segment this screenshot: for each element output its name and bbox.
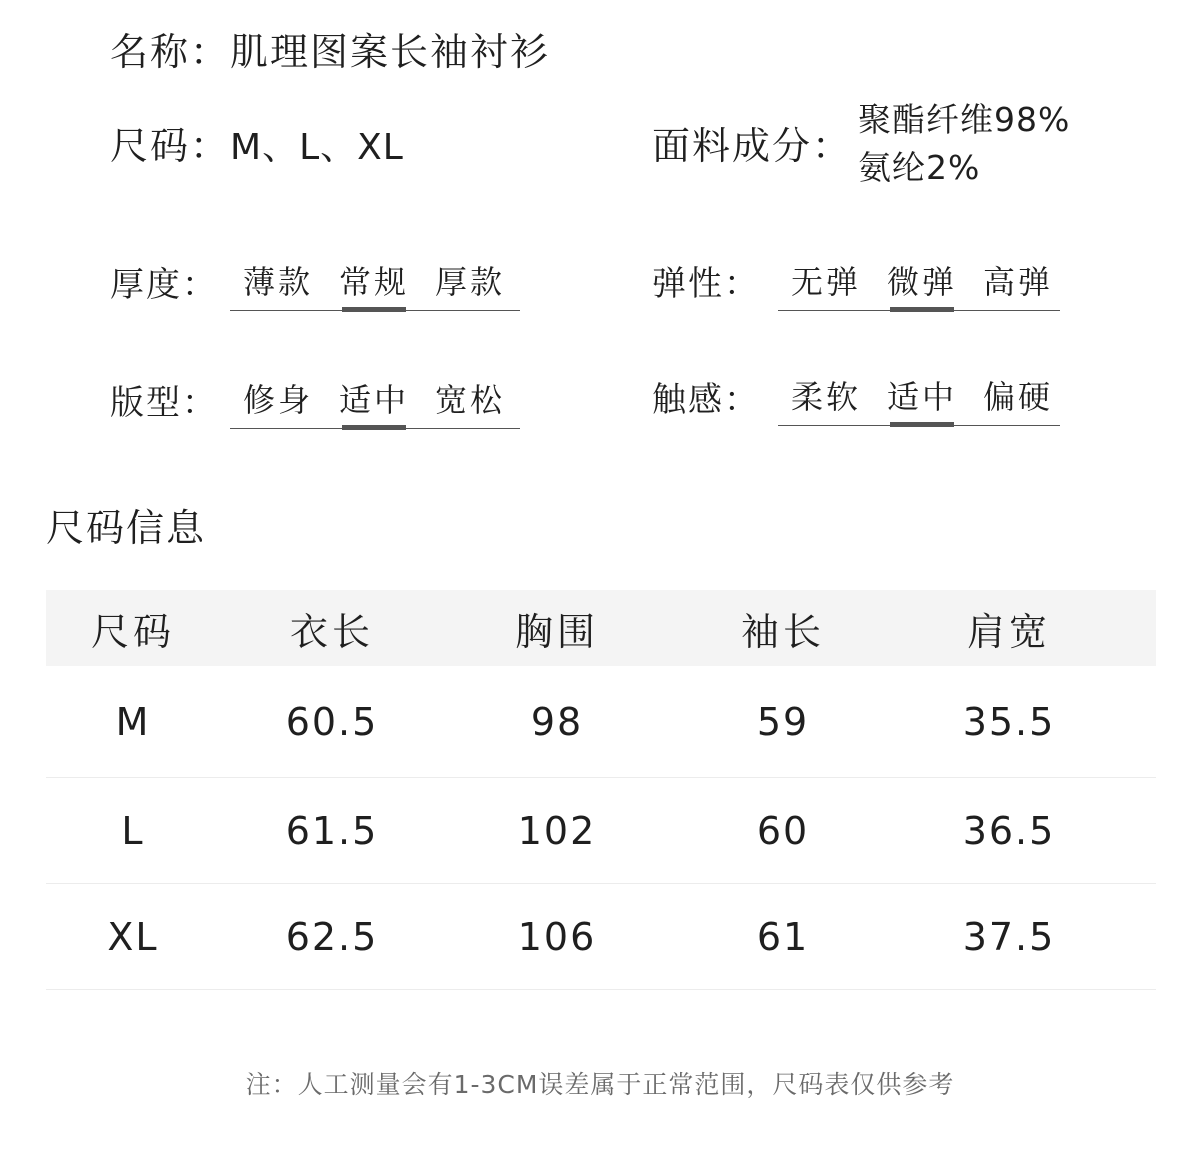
product-name-label: 名称： [110,30,231,74]
table-cell: L [121,808,145,853]
header-cell: 肩宽 [966,609,1051,654]
thickness-option: 薄款 [242,263,313,301]
table-cell: 36.5 [962,808,1056,853]
table-cell: 60.5 [285,699,379,744]
table-cell: 35.5 [962,699,1056,744]
table-cell: 102 [517,808,597,853]
table-cell: 62.5 [285,914,379,959]
elasticity-selected-marker [890,307,954,312]
fit-option: 适中 [338,381,409,419]
fabric-value: 氨纶2% [858,148,981,187]
thickness-option: 常规 [338,263,409,301]
feel-option: 偏硬 [982,378,1053,416]
table-cell: 98 [530,699,584,744]
elasticity-label: 弹性： [652,264,760,304]
product-size-label: 尺码： [110,124,231,168]
table-cell: XL [107,914,159,959]
table-row [46,884,1156,990]
thickness-selected-marker [342,307,406,312]
size-table-header [46,590,1156,666]
feel-label: 触感： [652,380,760,420]
size-table [46,590,1156,990]
size-info-title: 尺码信息 [46,506,207,550]
product-size-value: M、L、XL [230,127,404,168]
table-row [46,778,1156,884]
fabric-values [858,96,1070,192]
thickness-option: 厚款 [434,263,505,301]
elasticity-option: 高弹 [982,263,1053,301]
feel-scale [778,377,1060,427]
header-cell: 胸围 [514,609,599,654]
thickness-label: 厚度： [110,265,218,305]
table-cell: 61 [756,914,810,959]
elasticity-option: 微弹 [886,263,957,301]
table-cell: 60 [756,808,810,853]
product-size-row [110,120,404,174]
fabric-label: 面料成分： [652,124,853,168]
fit-selected-marker [342,425,406,430]
header-cell: 衣长 [289,609,374,654]
feel-selected-marker [890,422,954,427]
product-name-value: 肌理图案长袖衬衫 [230,30,551,74]
fabric-value: 聚酯纤维98% [858,100,1071,139]
feel-option: 柔软 [790,378,861,416]
fit-label: 版型： [110,383,218,423]
table-cell: 37.5 [962,914,1056,959]
table-cell: 106 [517,914,597,959]
table-cell: 61.5 [285,808,379,853]
table-row [46,666,1156,778]
product-name-row [110,26,550,78]
table-cell: 59 [756,699,810,744]
measurement-note: 注：人工测量会有1-3CM误差属于正常范围，尺码表仅供参考 [245,1070,955,1099]
thickness-scale [230,262,520,312]
feel-option: 适中 [886,378,957,416]
elasticity-option: 无弹 [790,263,861,301]
elasticity-scale [778,262,1060,312]
header-cell: 尺码 [90,609,175,654]
fit-scale [230,380,520,430]
fit-option: 宽松 [434,381,505,419]
header-cell: 袖长 [740,609,825,654]
fit-option: 修身 [242,381,313,419]
table-cell: M [115,699,151,744]
